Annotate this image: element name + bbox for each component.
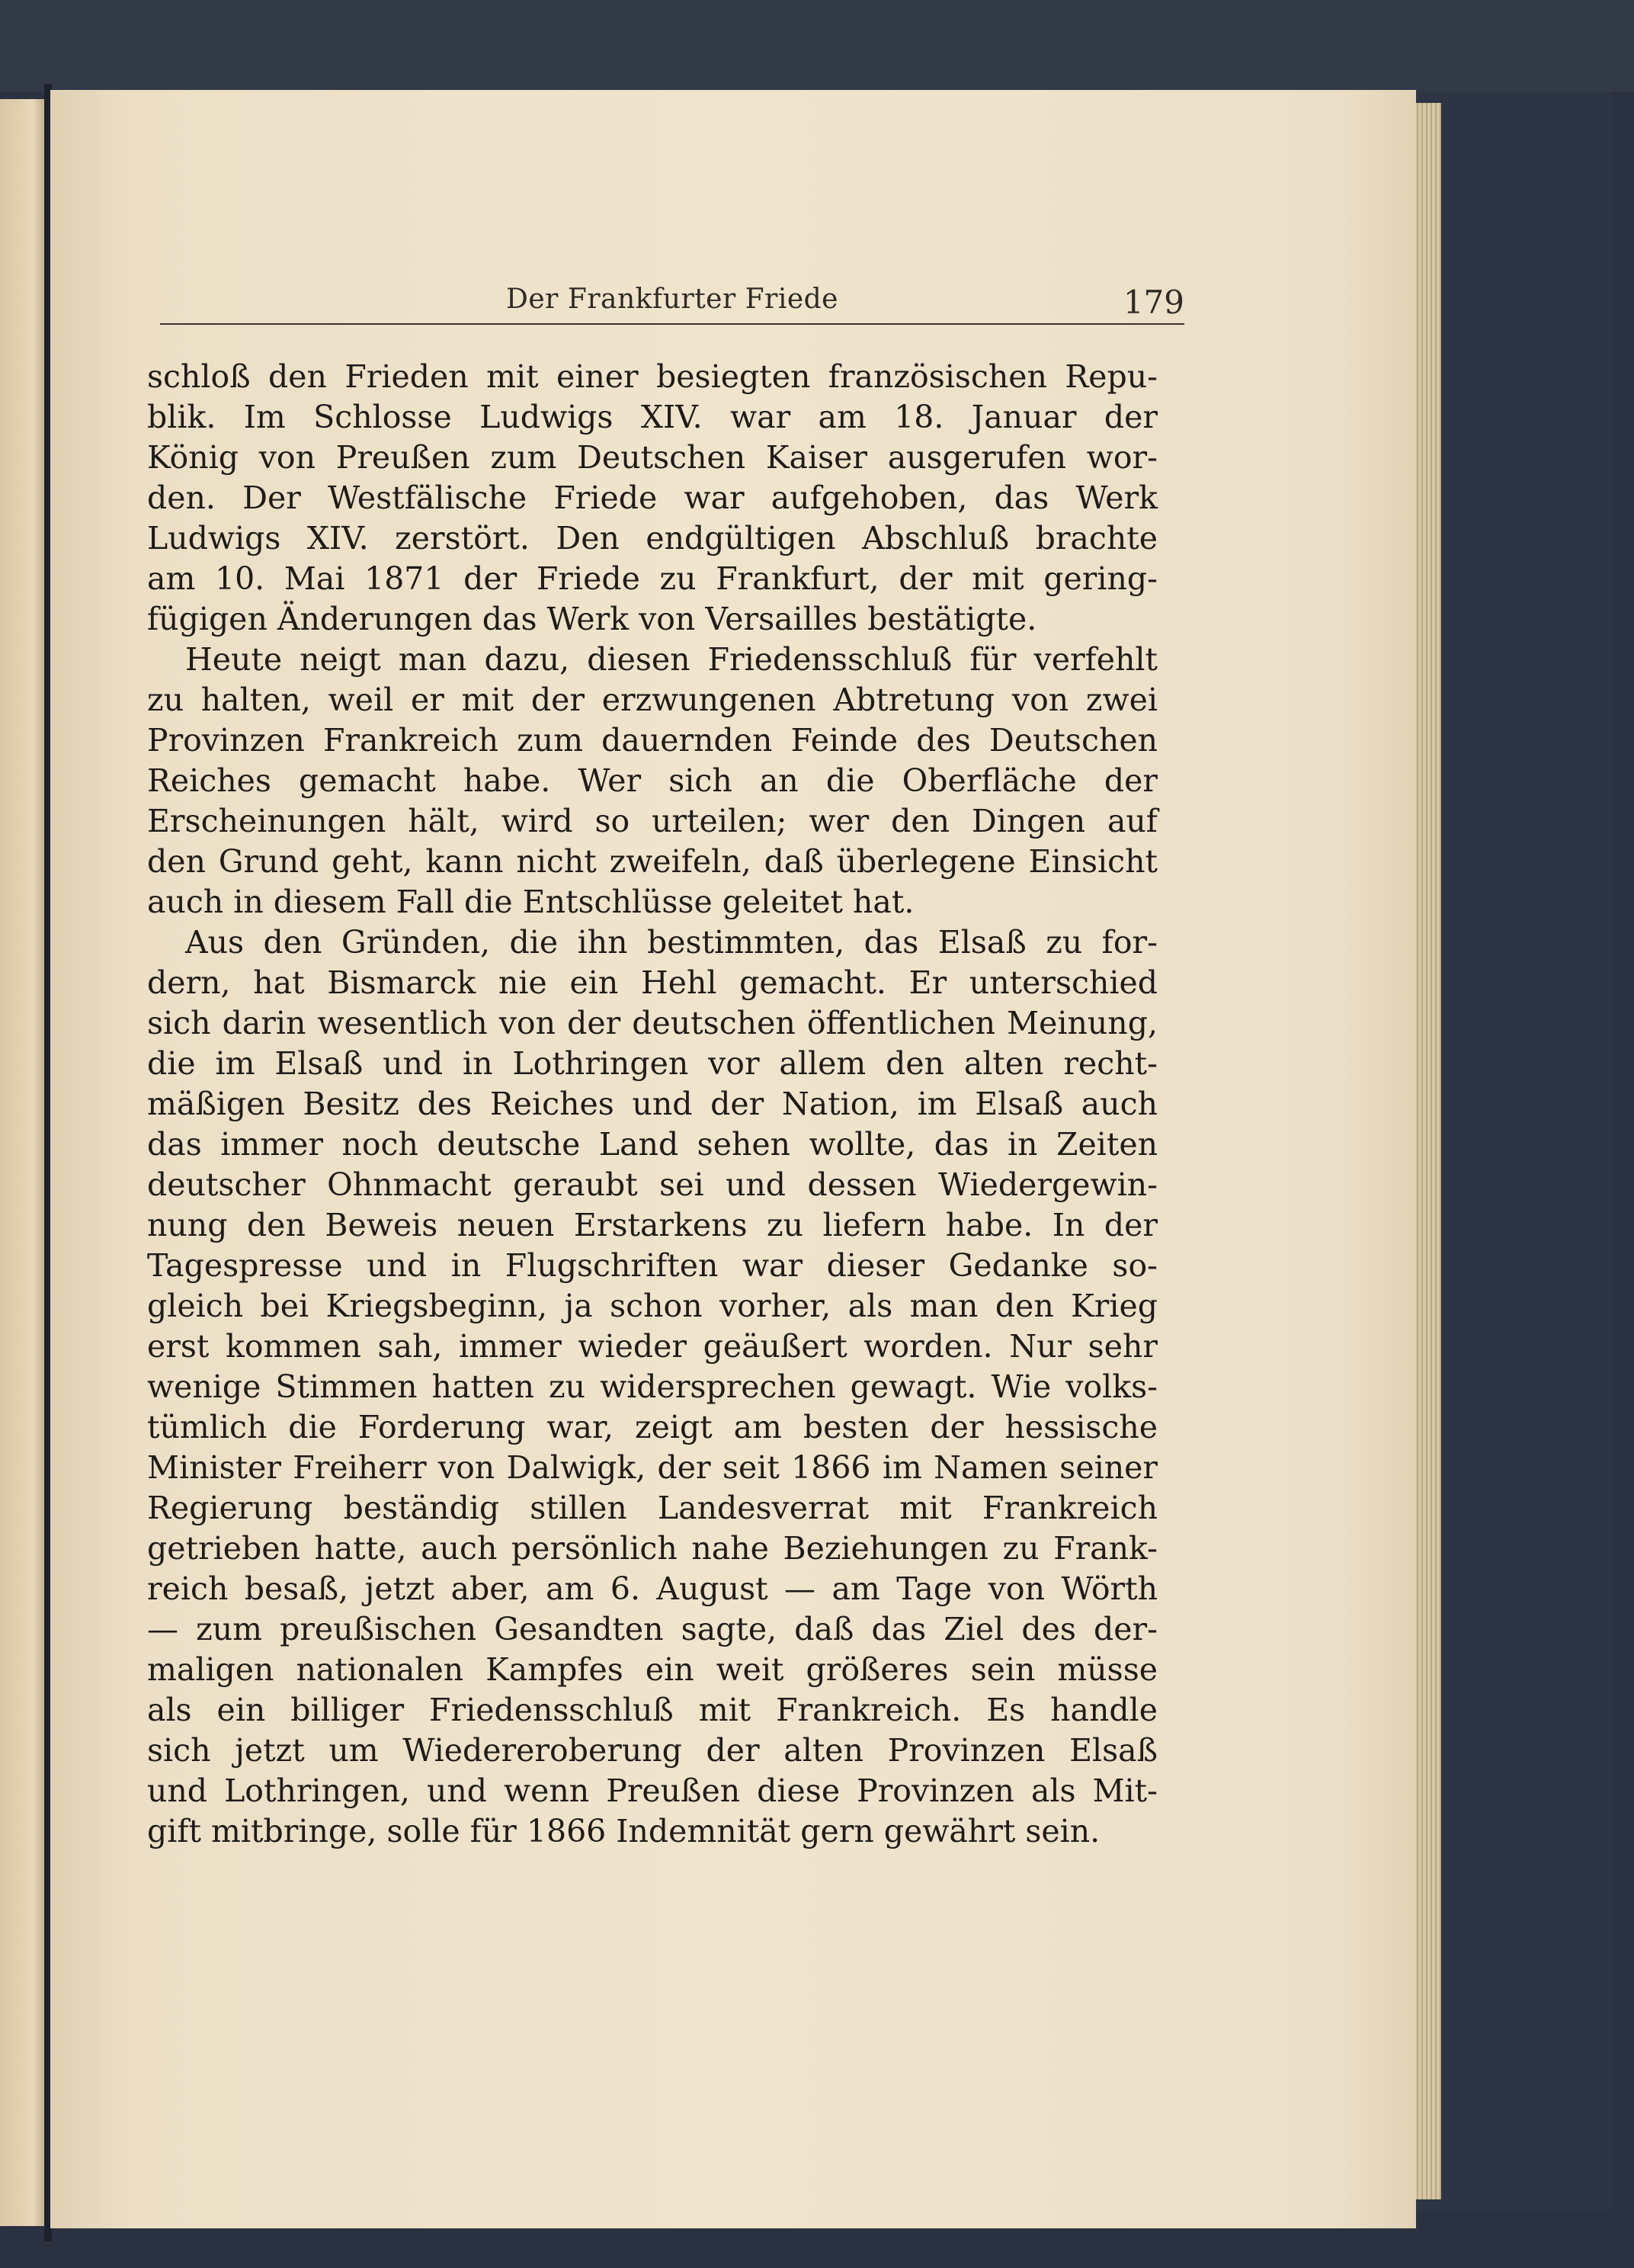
header-rule (160, 323, 1184, 325)
text-line: Aus den Gründen, die ihn bestimmten, das Elsaß zu for- (185, 924, 1158, 961)
text-line: deutscher Ohnmacht geraubt sei und dessen Wiedergewin- (147, 1166, 1158, 1203)
text-line: gleich bei Kriegsbeginn, ja schon vorher, als man den Krieg (147, 1288, 1158, 1324)
page-edges (1414, 103, 1441, 2199)
text-line: Heute neigt man dazu, diesen Friedensschluß für verfehlt (185, 641, 1158, 678)
text-line: den Grund geht, kann nicht zweifeln, daß überlegene Einsicht (147, 843, 1158, 880)
text-line: Erscheinungen hält, wird so urteilen; wer den Dingen auf (147, 803, 1158, 839)
text-line: getrieben hatte, auch persönlich nahe Beziehungen zu Frank- (147, 1530, 1158, 1567)
running-title: Der Frankfurter Friede (506, 284, 838, 315)
page-number: 179 (1123, 284, 1184, 321)
book-cover-top (0, 0, 1634, 91)
body-text (147, 357, 1158, 1852)
text-line: schloß den Frieden mit einer besiegten französischen Repu- (147, 358, 1158, 395)
text-line: Ludwigs XIV. zerstört. Den endgültigen Abschluß brachte (147, 520, 1158, 557)
text-line: Regierung beständig stillen Landesverrat mit Frankreich (147, 1490, 1158, 1526)
text-line: maligen nationalen Kampfes ein weit größeres sein müsse (147, 1651, 1158, 1688)
text-line: König von Preußen zum Deutschen Kaiser ausgerufen wor- (147, 439, 1158, 476)
text-line: Tagespresse und in Flugschriften war dieser Gedanke so- (147, 1247, 1158, 1284)
text-line: Provinzen Frankreich zum dauernden Feinde des Deutschen (147, 722, 1158, 759)
text-line: nung den Beweis neuen Erstarkens zu liefern habe. In der (147, 1207, 1158, 1243)
text-line: tümlich die Forderung war, zeigt am besten der hessische (147, 1409, 1158, 1445)
text-line: Minister Freiherr von Dalwigk, der seit 1866 im Namen seiner (147, 1449, 1158, 1486)
text-line: gift mitbringe, solle für 1866 Indemnität gern gewährt sein. (147, 1813, 1101, 1849)
text-line: reich besaß, jetzt aber, am 6. August — am Tage von Wörth (147, 1570, 1158, 1607)
facing-page-edge (0, 99, 47, 2226)
running-head (160, 284, 1184, 329)
text-line: dern, hat Bismarck nie ein Hehl gemacht. Er unterschied (147, 964, 1158, 1001)
text-line: das immer noch deutsche Land sehen wollte, das in Zeiten (147, 1126, 1158, 1163)
text-line: am 10. Mai 1871 der Friede zu Frankfurt, der mit gering- (147, 560, 1158, 597)
text-line: erst kommen sah, immer wieder geäußert worden. Nur sehr (147, 1328, 1158, 1365)
text-line: die im Elsaß und in Lothringen vor allem den alten recht- (147, 1045, 1158, 1082)
text-line: fügigen Änderungen das Werk von Versailles bestätigte. (147, 601, 1037, 637)
book-cover-right (1414, 91, 1612, 2211)
text-line: wenige Stimmen hatten zu widersprechen gewagt. Wie volks- (147, 1368, 1158, 1405)
text-line: als ein billiger Friedensschluß mit Frankreich. Es handle (147, 1692, 1158, 1728)
text-line: zu halten, weil er mit der erzwungenen Abtretung von zwei (147, 682, 1158, 718)
text-line: den. Der Westfälische Friede war aufgehoben, das Werk (147, 480, 1158, 516)
text-line: Reiches gemacht habe. Wer sich an die Oberfläche der (147, 762, 1158, 799)
text-line: — zum preußischen Gesandten sagte, daß das Ziel des der- (147, 1611, 1158, 1647)
text-line: mäßigen Besitz des Reiches und der Nation, im Elsaß auch (147, 1086, 1158, 1122)
text-line: auch in diesem Fall die Entschlüsse geleitet hat. (147, 884, 915, 920)
text-line: und Lothringen, und wenn Preußen diese Provinzen als Mit- (147, 1772, 1158, 1809)
text-line: sich darin wesentlich von der deutschen öffentlichen Meinung, (147, 1005, 1158, 1041)
text-line: sich jetzt um Wiedereroberung der alten Provinzen Elsaß (147, 1732, 1158, 1769)
text-line: blik. Im Schlosse Ludwigs XIV. war am 18. Januar der (147, 399, 1158, 435)
